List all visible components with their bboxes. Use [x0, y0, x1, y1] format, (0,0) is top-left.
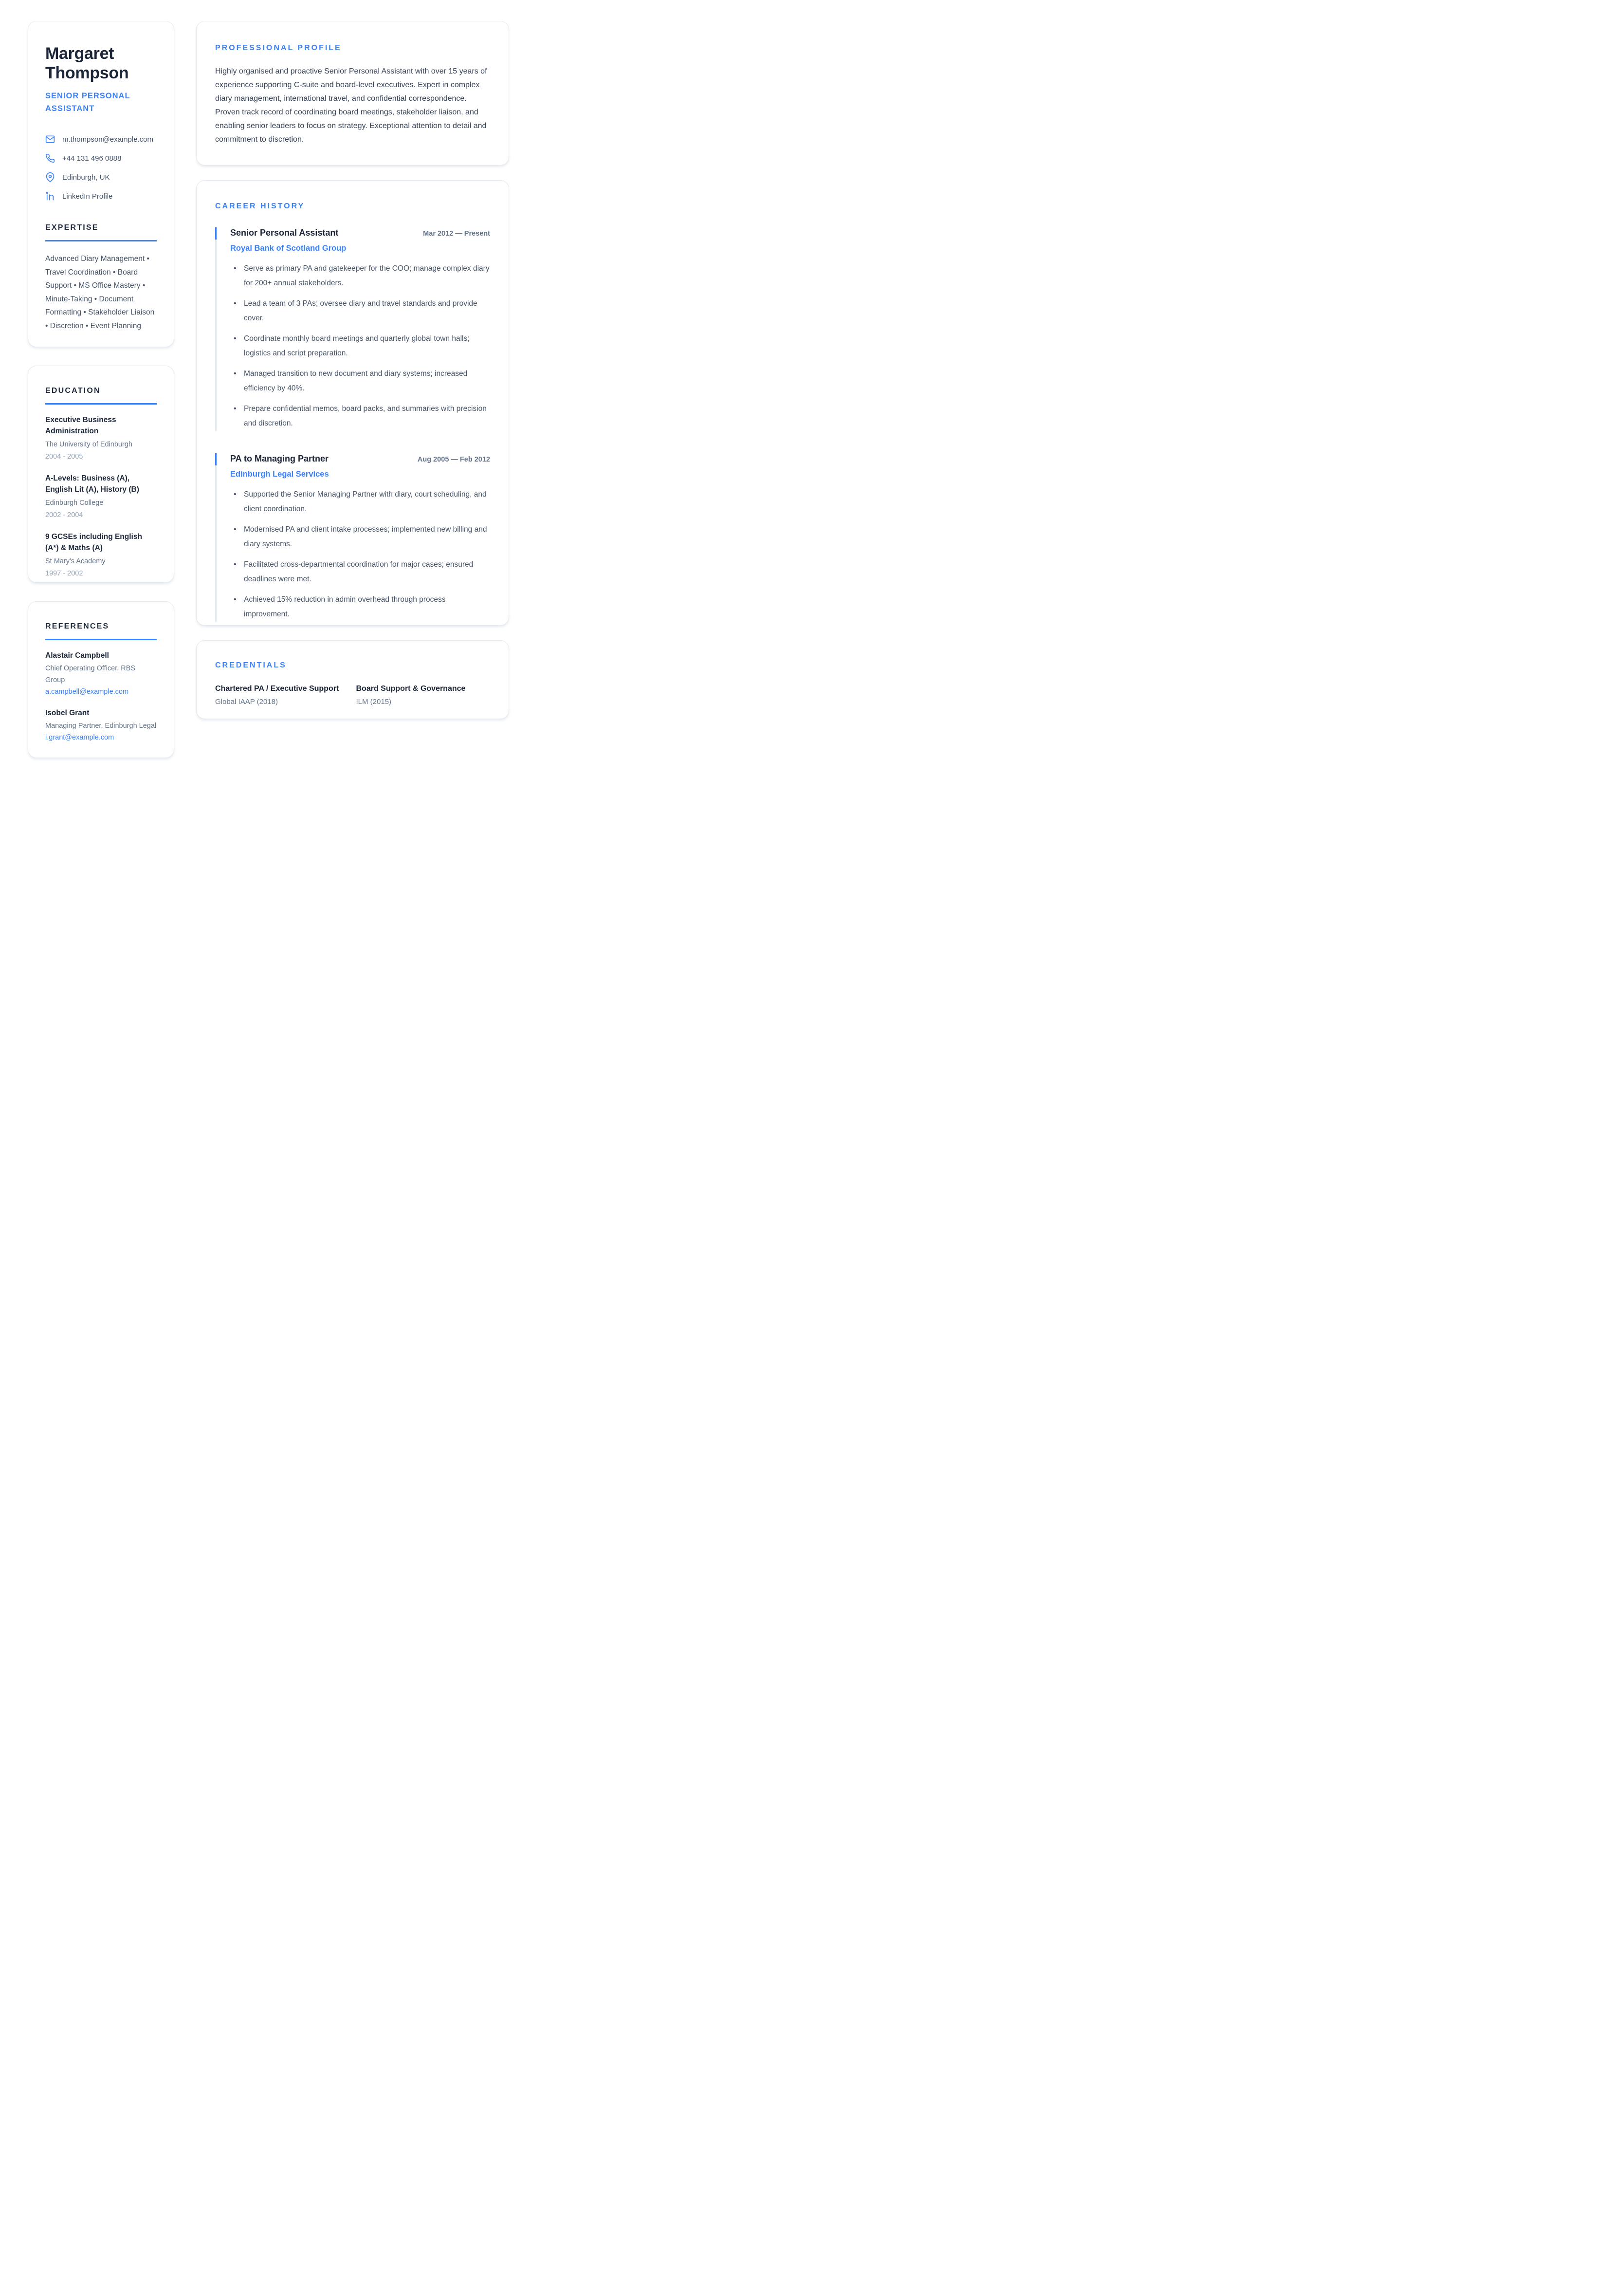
credential-issuer: ILM (2015): [356, 698, 392, 706]
contact-row-location-pin: [45, 172, 157, 182]
contact-text[interactable]: m.thompson@example.com: [62, 135, 153, 144]
profile-text: Highly organised and proactive Senior Personal Assistant with over 15 years of experience supporting C-suite and board-level executives. Expert in complex diary management, international travel, and confidential correspondence. Proven track record of coordinating board meetings, stakeholder liaison, and enabling senior leaders to focus on strategy. Exceptional attention to detail and commitment to discretion.: [215, 67, 487, 144]
job-list: [215, 227, 490, 622]
job-bullet-list: [230, 261, 490, 431]
job-dates: Mar 2012 — Present: [423, 230, 490, 238]
credential-title: Chartered PA / Executive Support: [215, 685, 339, 693]
reference-name: Isobel Grant: [45, 709, 90, 717]
phone-icon: [45, 153, 55, 163]
reference-name: Alastair Campbell: [45, 651, 109, 660]
career-heading: CAREER HISTORY: [215, 202, 305, 210]
credentials-grid: [215, 684, 490, 707]
job-accent-bar: [215, 453, 217, 465]
job-title: Senior Personal Assistant: [230, 228, 339, 238]
education-card: [28, 366, 174, 583]
job-header: [230, 453, 490, 464]
person-name: Margaret Thompson: [45, 44, 129, 82]
education-list: [45, 414, 157, 580]
credential-item: [215, 684, 349, 707]
credential-title: Board Support & Governance: [356, 685, 466, 693]
reference-role: Managing Partner, Edinburgh Legal: [45, 722, 157, 730]
school: St Mary's Academy: [45, 557, 106, 565]
professional-profile-card: [196, 21, 509, 166]
job-bullet-list: [230, 487, 490, 622]
credential-issuer: Global IAAP (2018): [215, 698, 278, 706]
contact-row-linkedin[interactable]: [45, 191, 157, 201]
job-bullet: • Lead a team of 3 PAs; oversee diary and travel standards and provide cover.: [230, 296, 490, 326]
job-accent-bar: [215, 227, 217, 240]
references-list: [45, 650, 157, 743]
reference-email-link[interactable]: a.campbell@example.com: [45, 688, 129, 696]
job-bullet: • Serve as primary PA and gatekeeper for the COO; manage complex diary for 200+ annual stakeholders.: [230, 261, 490, 291]
credentials-card: [196, 640, 509, 719]
reference-role: Chief Operating Officer, RBS Group: [45, 665, 136, 684]
contact-text[interactable]: +44 131 496 0888: [62, 154, 122, 163]
dates: 2002 - 2004: [45, 511, 83, 519]
job-bullet: • Modernised PA and client intake processes; implemented new billing and diary systems.: [230, 522, 490, 552]
education-entry: [45, 531, 157, 580]
accent-rule: [45, 403, 157, 405]
contact-text: Edinburgh, UK: [62, 173, 110, 182]
skills-text: Advanced Diary Management • Travel Coordination • Board Support • MS Office Mastery • Minute-Taking • Document Formatting • Stakeholder Liaison • Discretion • Event Planning: [45, 255, 155, 330]
contact-text[interactable]: LinkedIn Profile: [62, 192, 113, 201]
job-bullet: • Supported the Senior Managing Partner with diary, court scheduling, and client coordination.: [230, 487, 490, 517]
degree: 9 GCSEs including English (A*) & Maths (A): [45, 533, 142, 552]
reference-entry: [45, 707, 157, 743]
job-bullet: • Achieved 15% reduction in admin overhead through process improvement.: [230, 593, 490, 622]
job-bullet: • Facilitated cross-departmental coordination for major cases; ensured deadlines were met.: [230, 557, 490, 587]
contact-row-mail[interactable]: [45, 134, 157, 144]
linkedin-icon: [45, 191, 55, 201]
person-title: SENIOR PERSONAL ASSISTANT: [45, 92, 130, 113]
resume-page: [0, 0, 537, 765]
accent-rule: [45, 240, 157, 241]
references-card: [28, 601, 174, 758]
education-heading: EDUCATION: [45, 387, 101, 395]
job-company: Edinburgh Legal Services: [230, 470, 329, 479]
mail-icon: [45, 134, 55, 144]
reference-entry: [45, 650, 157, 698]
accent-rule: [45, 639, 157, 640]
job-title: PA to Managing Partner: [230, 454, 329, 463]
dates: 2004 - 2005: [45, 453, 83, 461]
job-bullet: • Managed transition to new document and diary systems; increased efficiency by 40%.: [230, 367, 490, 396]
expertise-heading: EXPERTISE: [45, 223, 99, 232]
job-header: [230, 227, 490, 239]
reference-email-link[interactable]: i.grant@example.com: [45, 734, 114, 741]
credentials-heading: CREDENTIALS: [215, 661, 287, 669]
degree: Executive Business Administration: [45, 416, 116, 435]
education-entry: [45, 473, 157, 521]
job-bullet: • Coordinate monthly board meetings and quarterly global town halls; logistics and script preparation.: [230, 332, 490, 361]
location-pin-icon: [45, 172, 55, 182]
profile-heading: PROFESSIONAL PROFILE: [215, 44, 342, 52]
job-entry: [215, 453, 490, 622]
credential-item: [356, 684, 491, 707]
job-bullet: • Prepare confidential memos, board packs, and summaries with precision and discretion.: [230, 402, 490, 431]
school: Edinburgh College: [45, 499, 104, 507]
contact-list: [45, 134, 157, 201]
job-dates: Aug 2005 — Feb 2012: [417, 456, 490, 463]
references-heading: REFERENCES: [45, 622, 110, 630]
expertise-section: [45, 223, 157, 333]
dates: 1997 - 2002: [45, 570, 83, 577]
job-company: Royal Bank of Scotland Group: [230, 244, 347, 253]
school: The University of Edinburgh: [45, 441, 132, 448]
job-entry: [215, 227, 490, 431]
education-entry: [45, 414, 157, 463]
career-history-card: [196, 180, 509, 626]
identity-card: [28, 21, 174, 347]
contact-row-phone[interactable]: [45, 153, 157, 163]
degree: A-Levels: Business (A), English Lit (A), History (B): [45, 474, 139, 494]
